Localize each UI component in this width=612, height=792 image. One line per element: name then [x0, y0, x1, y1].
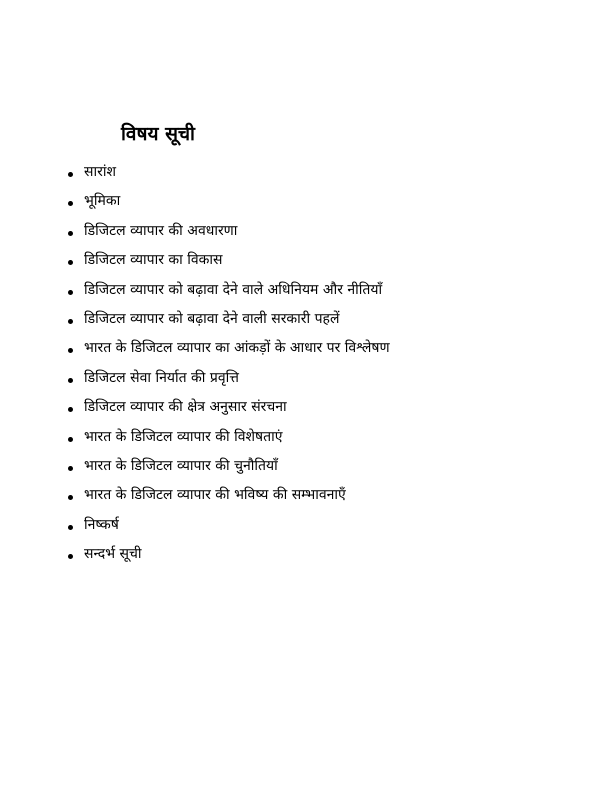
- toc-item: [68, 544, 390, 573]
- bullet-icon: [68, 172, 73, 177]
- toc-item: [68, 309, 390, 338]
- page-title: विषय सूची: [121, 123, 195, 145]
- bullet-icon: [68, 231, 73, 236]
- bullet-icon: [68, 260, 73, 265]
- toc-item-label: डिजिटल व्यापार की क्षेत्र अनुसार संरचना: [84, 399, 287, 416]
- toc-item-label: डिजिटल व्यापार की अवधारणा: [84, 222, 238, 239]
- toc-item-label: भूमिका: [84, 193, 121, 210]
- bullet-icon: [68, 201, 73, 206]
- bullet-icon: [68, 466, 73, 471]
- toc-item: [68, 221, 390, 250]
- bullet-icon: [68, 407, 73, 412]
- table-of-contents: [68, 162, 390, 573]
- toc-item-label: भारत के डिजिटल व्यापार की चुनौतियाँ: [84, 457, 278, 474]
- toc-item: [68, 162, 390, 191]
- toc-item: [68, 191, 390, 220]
- bullet-icon: [68, 495, 73, 500]
- toc-item-label: भारत के डिजिटल व्यापार की भविष्य की सम्भावनाएँ: [84, 487, 346, 504]
- toc-item-label: डिजिटल सेवा निर्यात की प्रवृत्ति: [84, 369, 239, 386]
- bullet-icon: [68, 525, 73, 530]
- toc-item-label: सारांश: [84, 164, 116, 180]
- toc-item: [68, 338, 390, 367]
- toc-item: [68, 485, 390, 514]
- toc-item: [68, 280, 390, 309]
- bullet-icon: [68, 437, 73, 442]
- toc-item: [68, 427, 390, 456]
- toc-item-label: डिजिटल व्यापार को बढ़ावा देने वाली सरकारी पहलें: [84, 310, 340, 327]
- toc-item-label: भारत के डिजिटल व्यापार की विशेषताएं: [84, 428, 283, 445]
- toc-item-label: डिजिटल व्यापार को बढ़ावा देने वाले अधिनियम और नीतियाँ: [84, 281, 383, 298]
- toc-item: [68, 368, 390, 397]
- bullet-icon: [68, 378, 73, 383]
- toc-item-label: सन्दर्भ सूची: [84, 546, 142, 563]
- bullet-icon: [68, 319, 73, 324]
- toc-item: [68, 397, 390, 426]
- toc-item: [68, 515, 390, 544]
- bullet-icon: [68, 554, 73, 559]
- toc-item-label: भारत के डिजिटल व्यापार का आंकड़ों के आधार पर विश्लेषण: [84, 340, 390, 357]
- toc-item-label: डिजिटल व्यापार का विकास: [84, 252, 223, 269]
- bullet-icon: [68, 290, 73, 295]
- bullet-icon: [68, 348, 73, 353]
- toc-item: [68, 250, 390, 279]
- toc-item: [68, 456, 390, 485]
- toc-item-label: निष्कर्ष: [84, 516, 119, 533]
